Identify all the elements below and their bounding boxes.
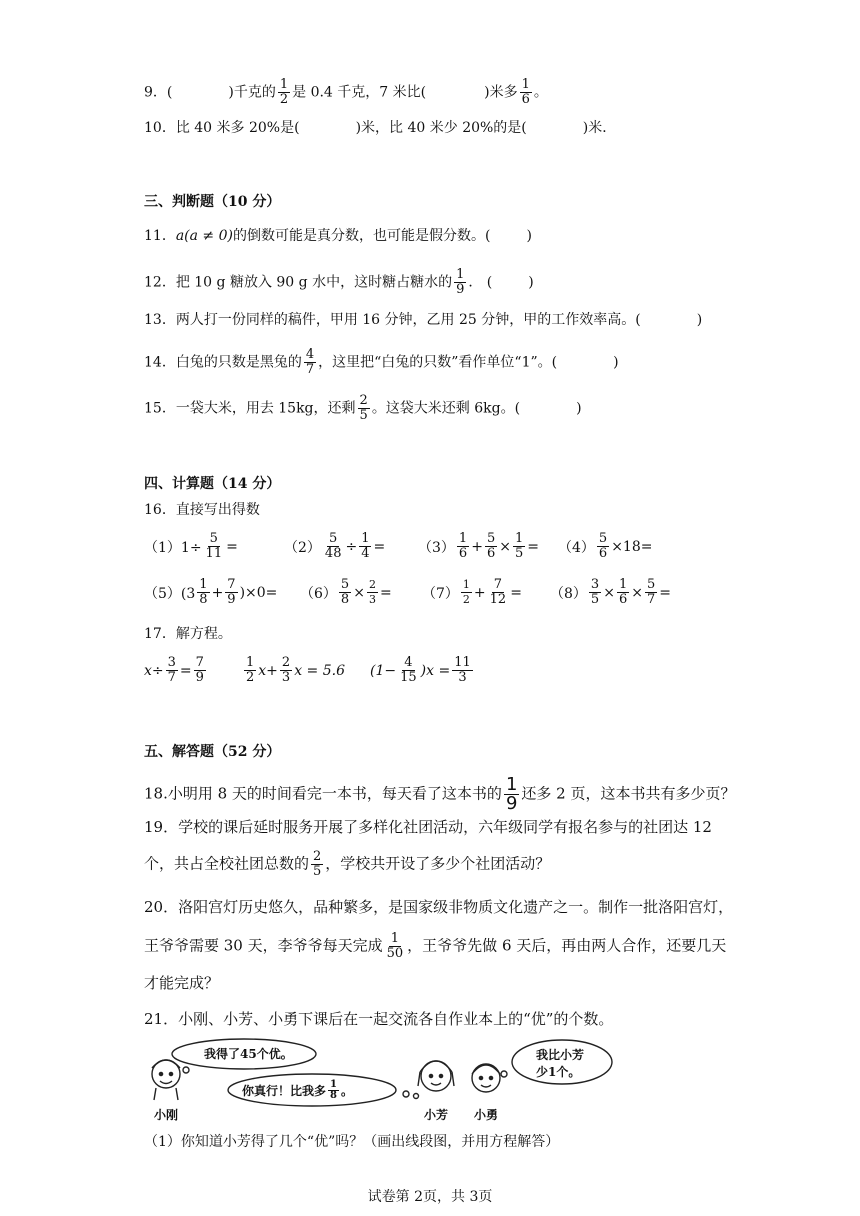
name-label: 小刚 — [154, 1108, 179, 1122]
section-title: 五、解答题（52 分） — [144, 744, 281, 760]
fraction: $\frac{1}{9}$ — [456, 267, 465, 297]
question-20-line-3: 才能完成？ — [144, 974, 220, 992]
question-21-part-1: （1）你知道小芳得了几个“优”吗？（画出线段图，并用方程解答） — [144, 1134, 560, 1150]
calc-item: （7） $\frac{1}{2}$ + $\frac{7}{12}$ = — [422, 577, 522, 607]
question-15: 15．一袋大米，用去 15kg，还剩 $\frac{2}{5}$ 。这袋大米还剩 6kg。( ) — [144, 393, 582, 423]
question-12: 12．把 10 g 糖放入 90 g 水中，这时糖占糖水的 $\frac{1}{9}$ ． ( ) — [144, 267, 534, 297]
question-13: 13．两人打一份同样的稿件，甲用 16 分钟，乙用 25 分钟，甲的工作效率高。( ) — [144, 312, 703, 328]
question-21: 21．小刚、小芳、小勇下课后在一起交流各自作业本上的“优”的个数。 — [144, 1010, 614, 1028]
speech-bubble-1: 我得了45个优。 — [204, 1047, 293, 1061]
calc-item: （8） $\frac{3}{5}$ × $\frac{1}{6}$ × $\frac{5}{7}$ = — [550, 577, 671, 607]
question-11: 11．a(a ≠ 0)的倒数可能是真分数，也可能是假分数。( ) — [144, 228, 532, 244]
equation-item: $\frac{1}{2}$ x+ $\frac{2}{3}$ x = 5.6 — [246, 655, 345, 685]
name-label: 小芳 — [424, 1108, 449, 1122]
question-17: 17．解方程。 — [144, 626, 232, 642]
question-18: 18.小明用 8 天的时间看完一本书，每天看了这本书的 $\frac{1}{9}$ 还多 2 页，这本书共有多少页？ — [144, 774, 736, 814]
question-19-line-1: 19．学校的课后延时服务开展了多样化社团活动，六年级同学有报名参与的社团达 12 — [144, 818, 712, 836]
calc-row-1 — [144, 532, 678, 561]
name-label: 小勇 — [474, 1108, 499, 1122]
page-footer: 试卷第 2页，共 3页 — [367, 1189, 493, 1205]
question-10: 10．比 40 米多 20%是( )米，比 40 米少 20%的是( )米． — [144, 120, 617, 136]
section-title: 四、计算题（14 分） — [144, 476, 281, 492]
section-title: 三、判断题（10 分） — [144, 194, 281, 210]
fraction: $\frac{4}{7}$ — [305, 347, 315, 377]
question-16: 16．直接写出得数 — [144, 502, 260, 518]
calc-item: （2） $\frac{5}{48}$ ÷ $\frac{1}{4}$ = — [284, 531, 386, 561]
speech-bubble-2: 你真行！比我多 $\frac{1}{8}$ 。 — [242, 1079, 353, 1101]
calc-item: （1）1÷ $\frac{5}{11}$ = — [144, 531, 238, 561]
fraction: $\frac{2}{5}$ — [359, 393, 368, 423]
cartoon-illustration — [144, 1036, 614, 1124]
calc-item: （6） $\frac{5}{8}$ × $\frac{2}{3}$ = — [300, 577, 392, 607]
fraction: $\frac{1}{6}$ — [521, 77, 530, 107]
fraction: $\frac{1}{2}$ — [279, 77, 289, 107]
equation-row — [144, 656, 490, 685]
equation-item: x÷ $\frac{3}{7}$ = $\frac{7}{9}$ — [144, 655, 204, 685]
question-14: 14．白兔的只数是黑兔的 $\frac{4}{7}$ ，这里把“白兔的只数”看作单位“1”。( ) — [144, 347, 619, 377]
calc-row-2 — [144, 578, 680, 607]
question-9: 9．( )千克的 $\frac{1}{2}$ 是 0.4 千克，7 米比( )米多 $\frac{1}{6}$ 。 — [144, 77, 548, 107]
speech-bubble-3: 我比小芳 少1个。 — [536, 1048, 585, 1079]
equation-item: (1− $\frac{4}{15}$ )x = $\frac{11}{3}$ — [370, 655, 471, 685]
calc-item: （4） $\frac{5}{6}$ ×18= — [558, 531, 653, 561]
question-20-line-2: 王爷爷需要 30 天，李爷爷每天完成 $\frac{1}{50}$ ，王爷爷先做 6 天后，再由两人合作，还要几天 — [144, 931, 727, 961]
question-20-line-1: 20．洛阳宫灯历史悠久，品种繁多，是国家级非物质文化遗产之一。制作一批洛阳宫灯， — [144, 898, 734, 916]
calc-item: （3） $\frac{1}{6}$ + $\frac{5}{6}$ × $\frac{1}{5}$ = — [418, 531, 539, 561]
calc-item: （5）(3 $\frac{1}{8}$ + $\frac{7}{9}$ )×0= — [144, 577, 278, 607]
question-19-line-2: 个，共占全校社团总数的 $\frac{2}{5}$ ，学校共开设了多少个社团活动？ — [144, 849, 551, 879]
